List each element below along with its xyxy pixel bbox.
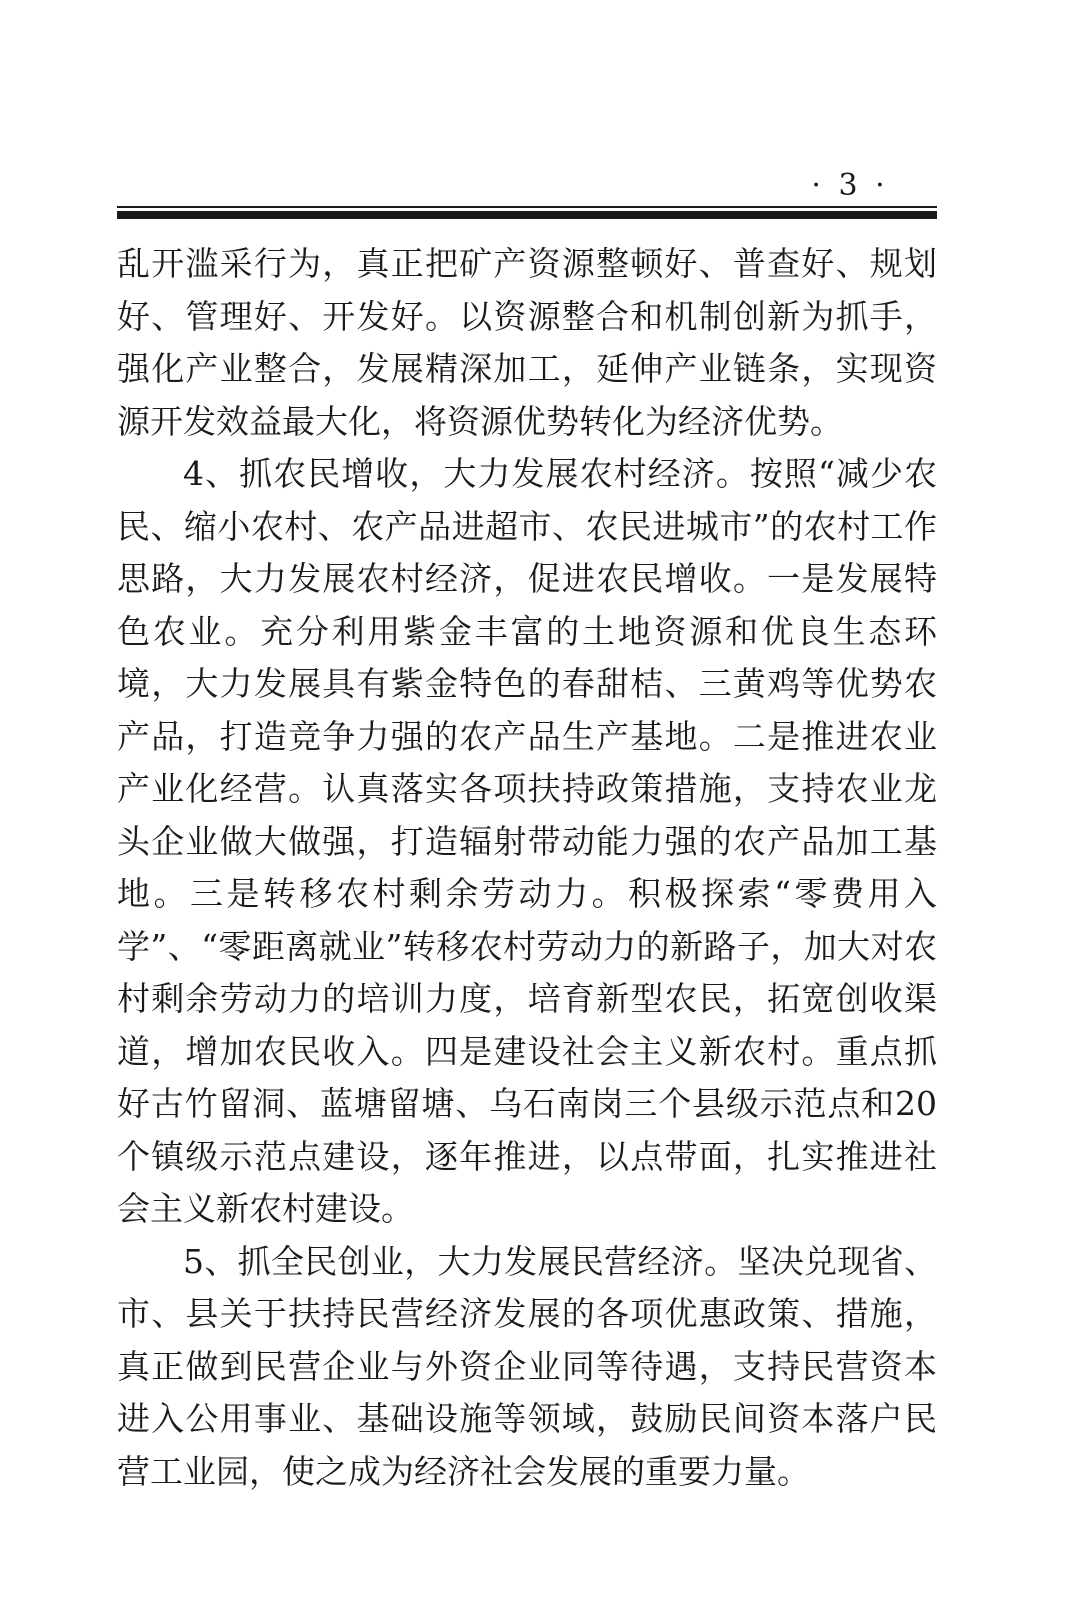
paragraph-item-5: 5、抓全民创业，大力发展民营经济。坚决兑现省、市、县关于扶持民营经济发展的各项优惠政策、措施，真正做到民营企业与外资企业同等待遇，支持民营资本进入公用事业、基础设施等领域，鼓励民间资本落户民营工业园，使之成为经济社会发展的重要力量。	[117, 1241, 937, 1491]
header-rule-thick	[117, 211, 937, 219]
body-text	[117, 238, 937, 1498]
paragraph-item-4: 4、抓农民增收，大力发展农村经济。按照“减少农民、缩小农村、农产品进超市、农民进城市”的农村工作思路，大力发展农村经济，促进农民增收。一是发展特色农业。充分利用紫金丰富的土地资源和优良生态环境，大力发展具有紫金特色的春甜桔、三黄鸡等优势农产品，打造竞争力强的农产品生产基地。二是推进农业产业化经营。认真落实各项扶持政策措施，支持农业龙头企业做大做强，打造辐射带动能力强的农产品加工基地。三是转移农村剩余劳动力。积极探索“零费用入学”、“零距离就业”转移农村劳动力的新路子，加大对农村剩余劳动力的培训力度，培育新型农民，拓宽创收渠道，增加农民收入。四是建设社会主义新农村。重点抓好古竹留洞、蓝塘留塘、乌石南岗三个县级示范点和20个镇级示范点建设，逐年推进，以点带面，扎实推进社会主义新农村建设。	[117, 454, 937, 1228]
paragraph-continued: 乱开滥采行为，真正把矿产资源整顿好、普查好、规划好、管理好、开发好。以资源整合和机制创新为抓手，强化产业整合，发展精深加工，延伸产业链条，实现资源开发效益最大化，将资源优势转化为经济优势。	[117, 244, 937, 441]
page-number: · 3 ·	[811, 168, 889, 203]
header-rule-thin	[117, 206, 937, 208]
